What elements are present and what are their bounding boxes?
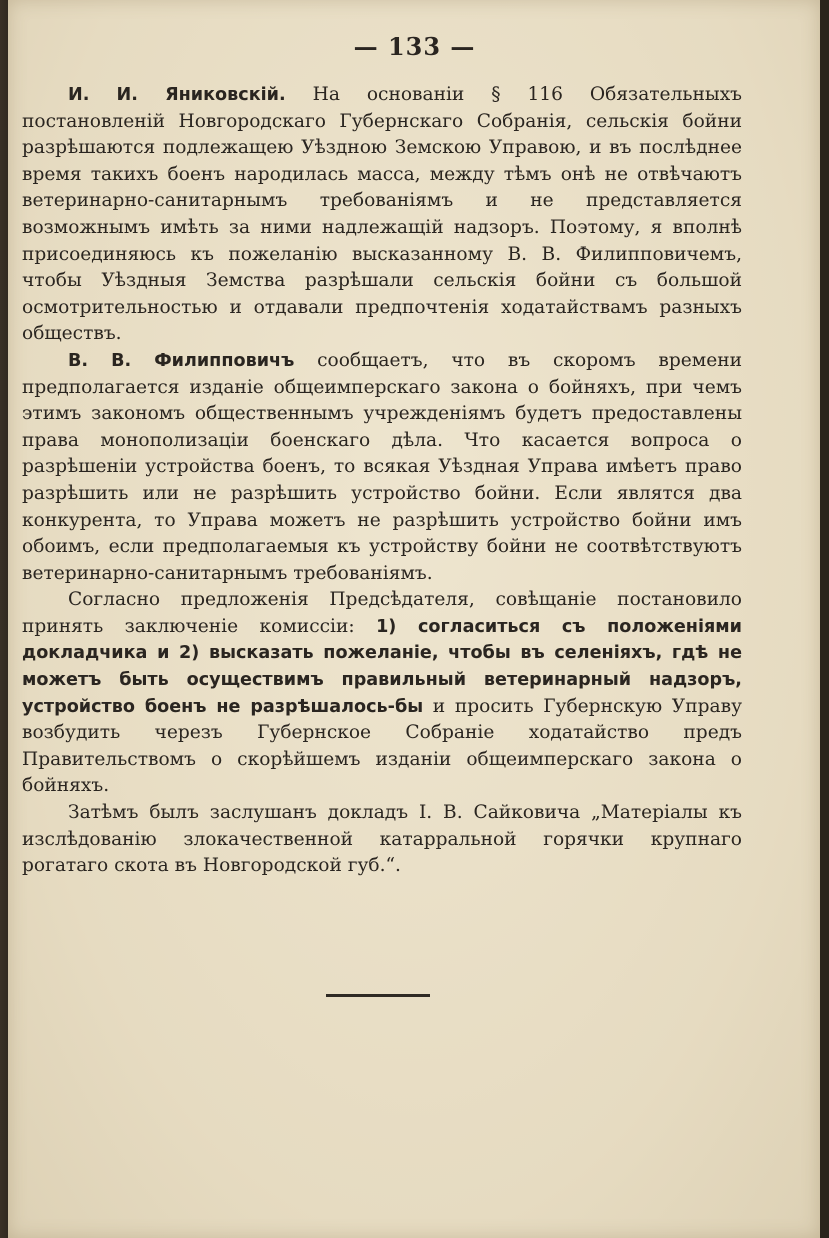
- resolution-bold-text: 1) согласиться съ положеніями докладчика и 2) высказать пожеланіе, чтобы въ селеніяхъ, гдѣ не можетъ быть осуществимъ правильный ветеринарный надзоръ, устройство боенъ не разрѣшалось-бы: [22, 616, 742, 717]
- paragraph-text: Согласно предложенія Предсѣдателя, совѣщаніе постановило принять заключеніе комиссіи:: [22, 589, 742, 637]
- paragraph-text: и просить Губернскую Управу возбудить черезъ Губернское Собраніе ходатайство предъ Правительствомъ о скорѣйшемъ изданіи общеимперскаго закона о бойняхъ.: [22, 695, 743, 797]
- page-body: [22, 82, 742, 880]
- paragraph-resolution: [22, 587, 742, 800]
- paragraph-report: [22, 800, 742, 880]
- paragraph-text: Затѣмъ былъ заслушанъ докладъ І. В. Сайковича „Матеріалы къ изслѣдованію злокачественной катарральной горячки крупнаго рогатаго скота въ Новгородской губ.“.: [22, 802, 742, 877]
- speaker-name: В. В. Филипповичъ: [68, 350, 295, 371]
- speaker-name: И. И. Яниковскій.: [68, 85, 286, 105]
- section-divider: [326, 994, 430, 997]
- paragraph-yanikovsky: [22, 82, 742, 348]
- page-number: — 133 —: [353, 32, 476, 61]
- paragraph-text: На основаніи § 116 Обязательныхъ постановленій Новгородскаго Губернскаго Собранія, сельскія бойни разрѣшаются подлежащею Уѣздною Земскою Управою, и въ послѣднее время такихъ боенъ народилась масса, между тѣмъ онѣ не отвѣчаютъ ветеринарно-санитарнымъ требованіямъ и не представляется возможнымъ имѣть за ними надлежащій надзоръ. Поэтому, я вполнѣ присоединяюсь къ пожеланію высказанному В. В. Филипповичемъ, чтобы Уѣздныя Земства разрѣшали сельскія бойни съ большой осмотрительностью и отдавали предпочтенія ходатайствамъ разныхъ обществъ.: [22, 84, 743, 345]
- paragraph-text: сообщаетъ, что въ скоромъ времени предполагается изданіе общеимперскаго закона о бойняхъ, при чемъ этимъ закономъ общественнымъ учрежденіямъ будетъ предоставлены права монополизаціи боенскаго дѣла. Что касается вопроса о разрѣшеніи устройства боенъ, то всякая Уѣздная Управа имѣетъ право разрѣшить или не разрѣшить устройство бойни. Если являтся два конкурента, то Управа можетъ не разрѣшить устройство бойни имъ обоимъ, если предполагаемыя къ устройству бойни не соотвѣтствуютъ ветеринарно-санитарнымъ требованіямъ.: [22, 349, 742, 584]
- paragraph-filippovich: [22, 348, 742, 587]
